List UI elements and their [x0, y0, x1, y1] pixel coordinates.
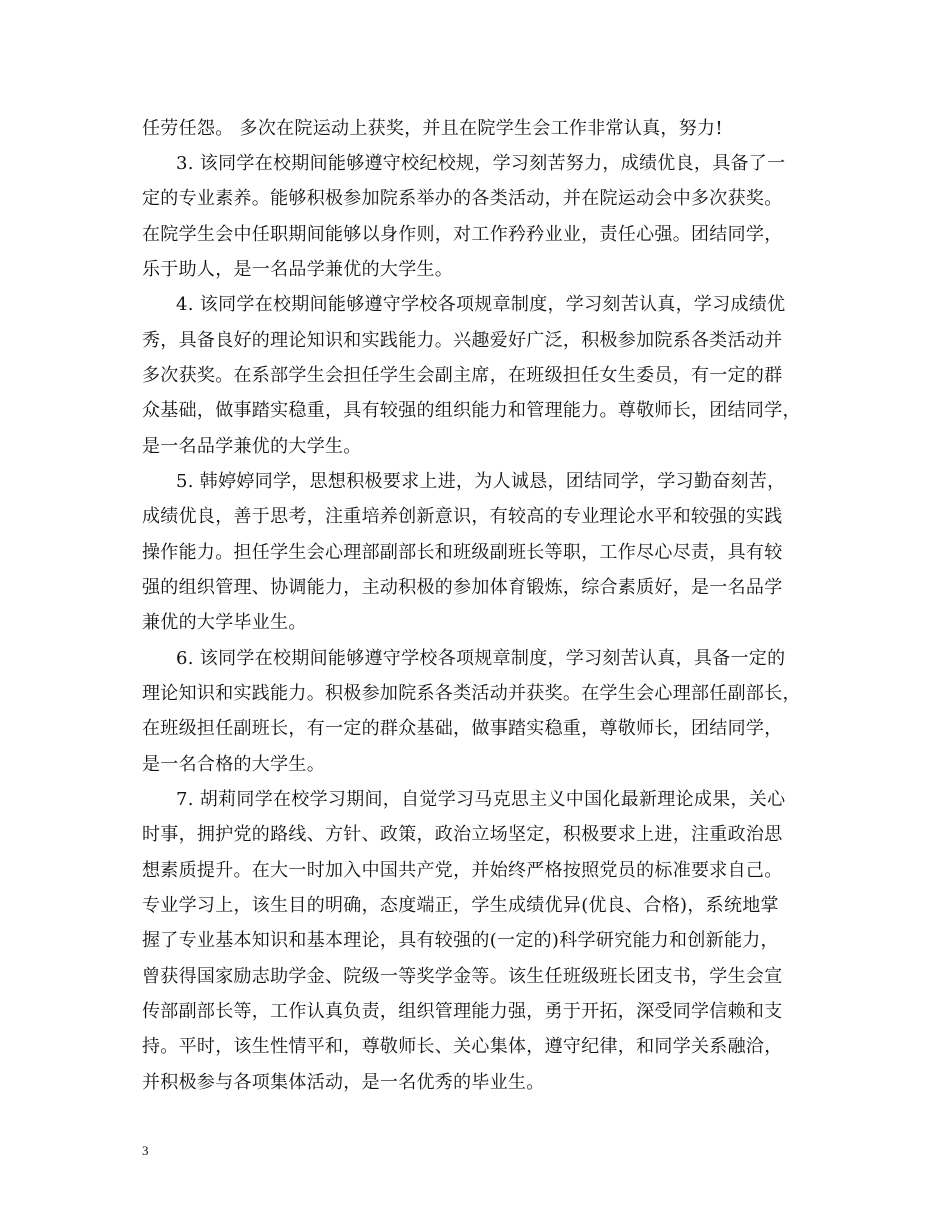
text-line: 是一名合格的大学生。	[142, 754, 325, 775]
text-line: 定的专业素养。能够积极参加院系举办的各类活动，并在院运动会中多次获奖。	[142, 188, 783, 209]
text-line: 6. 该同学在校期间能够遵守学校各项规章制度，学习刻苦认真，具备一定的	[176, 648, 786, 669]
text-line: 成绩优良，善于思考，注重培养创新意识，有较高的专业理论水平和较强的实践	[142, 506, 783, 527]
text-line: 4. 该同学在校期间能够遵守学校各项规章制度，学习刻苦认真，学习成绩优	[176, 294, 786, 315]
text-line: 乐于助人，是一名品学兼优的大学生。	[142, 259, 454, 280]
text-line: 操作能力。担任学生会心理部副部长和班级副班长等职，工作尽心尽责，具有较	[142, 542, 783, 563]
page-number: 3	[142, 1143, 149, 1158]
text-line: 握了专业基本知识和基本理论，具有较强的(一定的)科学研究能力和创新能力，	[142, 930, 779, 951]
text-line: 任劳任怨。 多次在院运动上获奖，并且在院学生会工作非常认真，努力!	[142, 118, 723, 139]
text-line: 专业学习上，该生目的明确，态度端正，学生成绩优异(优良、合格)，系统地掌	[142, 895, 779, 916]
text-line: 理论知识和实践能力。积极参加院系各类活动并获奖。在学生会心理部任副部长，	[142, 683, 801, 704]
text-line: 持。平时，该生性情平和，尊敬师长、关心集体，遵守纪律，和同学关系融洽，	[142, 1036, 783, 1057]
text-line: 是一名品学兼优的大学生。	[142, 436, 362, 457]
text-line: 想素质提升。在大一时加入中国共产党，并始终严格按照党员的标准要求自己。	[142, 860, 783, 881]
text-line: 5. 韩婷婷同学，思想积极要求上进，为人诚恳，团结同学，学习勤奋刻苦，	[176, 471, 786, 492]
text-line: 兼优的大学毕业生。	[142, 612, 307, 633]
text-line: 在班级担任副班长，有一定的群众基础，做事踏实稳重，尊敬师长，团结同学，	[142, 718, 783, 739]
text-line: 曾获得国家励志助学金、院级一等奖学金等。该生任班级班长团支书，学生会宣	[142, 966, 783, 987]
text-line: 3. 该同学在校期间能够遵守校纪校规，学习刻苦努力，成绩优良，具备了一	[176, 153, 786, 174]
text-line: 时事，拥护党的路线、方针、政策，政治立场坚定，积极要求上进，注重政治思	[142, 824, 783, 845]
text-line: 在院学生会中任职期间能够以身作则，对工作矜矜业业，责任心强。团结同学，	[142, 224, 783, 245]
text-line: 并积极参与各项集体活动，是一名优秀的毕业生。	[142, 1072, 545, 1093]
text-line: 传部副部长等，工作认真负责，组织管理能力强，勇于开拓，深受同学信赖和支	[142, 1001, 783, 1022]
text-line: 多次获奖。在系部学生会担任学生会副主席，在班级担任女生委员，有一定的群	[142, 365, 783, 386]
text-line: 秀，具备良好的理论知识和实践能力。兴趣爱好广泛，积极参加院系各类活动并	[142, 330, 783, 351]
text-line: 7. 胡莉同学在校学习期间，自觉学习马克思主义中国化最新理论成果，关心	[176, 789, 786, 810]
text-line: 众基础，做事踏实稳重，具有较强的组织能力和管理能力。尊敬师长，团结同学，	[142, 400, 801, 421]
text-line: 强的组织管理、协调能力，主动积极的参加体育锻炼，综合素质好，是一名品学	[142, 577, 783, 598]
